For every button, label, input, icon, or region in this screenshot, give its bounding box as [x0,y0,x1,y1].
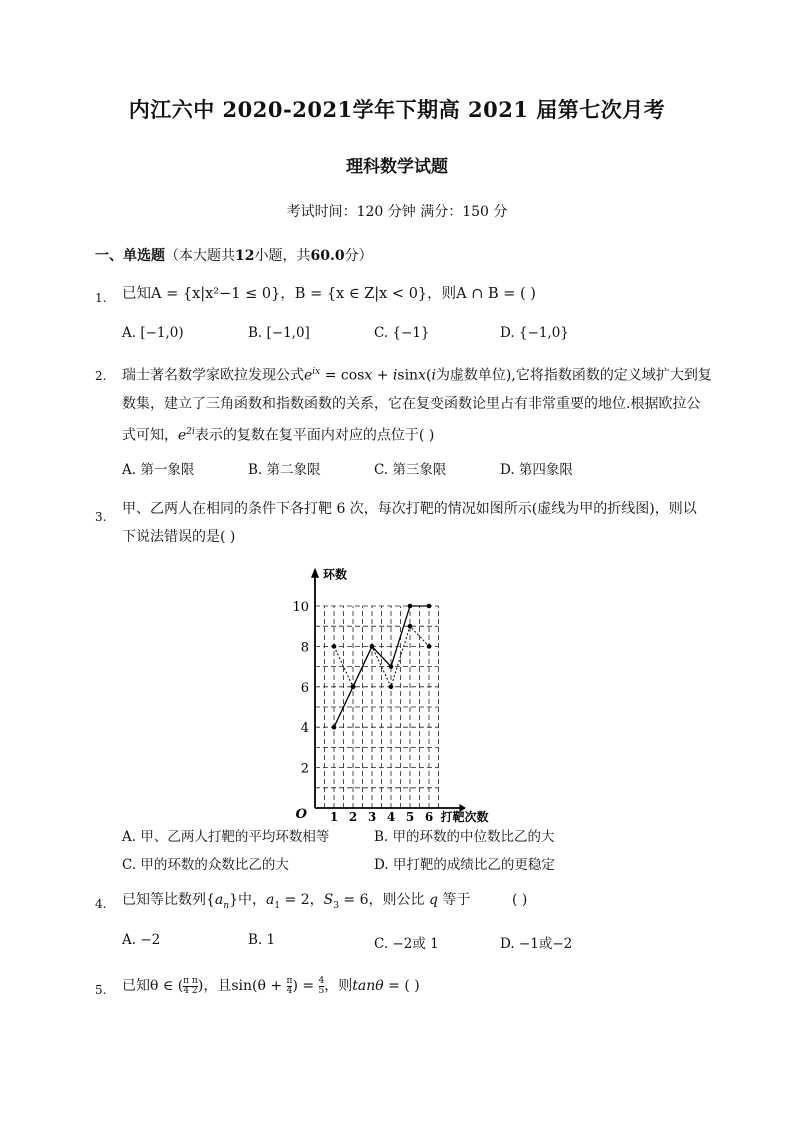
question-4-paren: ( ) [512,892,528,908]
option-d[interactable]: D. −1或−2 [500,936,573,952]
option-c[interactable]: C. −2或 1 [374,936,439,952]
option-a[interactable]: A. 第一象限 [122,462,195,478]
question-4-number: 4. [95,897,107,911]
x-tick-label: 6 [424,810,434,824]
option-b[interactable]: B. 甲的环数的中位数比乙的大 [374,829,555,845]
question-2-number: 2. [95,369,107,383]
section-note2: 小题，共 [254,248,311,264]
option-a[interactable]: A. [−1,0) [122,325,184,341]
question-3-line-2: 下说法错误的是( ) [122,529,236,545]
y-tick-label: 8 [300,640,309,656]
option-a[interactable]: A. −2 [122,932,161,948]
series-jia-point [389,685,394,690]
question-5-text: 已知θ ∈ ( $\frac{\text{π π}}{4 2}$ )，且sin(θ + $\frac{\pi}{4}$ ) = $\frac{4}{5}$ ，则tanθ = ( ) [122,975,420,996]
series-yi-point [427,604,432,609]
option-a[interactable]: A. 甲、乙两人打靶的平均环数相等 [122,829,330,845]
origin-label: O [295,807,307,822]
section-score: 60.0 [310,248,345,264]
series-yi-point [332,725,337,730]
question-3-line-1: 甲、乙两人在相同的条件下各打靶 6 次，每次打靶的情况如图所示(虚线为甲的折线图)，则以 [122,501,697,517]
question-1-number: 1. [95,291,107,305]
section-label: 一、单选题 [95,248,165,264]
series-yi-point [351,685,356,690]
exam-title: 内江六中 2020-2021学年下期高 2021 届第七次月考 [128,97,666,122]
section-count: 12 [235,248,255,264]
question-2-line-3: 式可知，$e^{2i}$表示的复数在复平面内对应的点位于( ) [122,426,435,444]
option-b[interactable]: B. [−1,0] [248,325,310,341]
section-heading [95,245,373,265]
series-yi-point [389,664,394,669]
y-tick-label: 6 [300,680,309,696]
series-jia-point [427,644,432,649]
x-tick-label: 5 [405,810,415,824]
exam-info: 考试时间：120 分钟 满分：150 分 [286,204,508,220]
series-jia-point [332,644,337,649]
x-tick-label: 1 [329,810,339,824]
question-4-text: 已知等比数列$\{a_n\}$中，$a_1 = 2$，$S_3 = 6$，则公比 q 等于 [122,892,471,911]
section-note: （本大题共 [165,248,235,264]
x-tick-label: 2 [348,810,358,824]
question-1-options [122,325,642,341]
question-2-line-1: 瑞士著名数学家欧拉发现公式$e^{ix} = \cos x + isinx(i$为虚数单位),它将指数函数的定义域扩大到复 [122,367,712,384]
option-b[interactable]: B. 1 [248,932,276,948]
exam-subtitle: 理科数学试题 [346,157,448,177]
question-2-text [122,358,712,449]
x-axis-label: 打靶次数 [440,810,489,824]
question-2-line-2: 数集，建立了三角函数和指数函数的关系，它在复变函数论里占有非常重要的地位.根据欧拉公 [122,395,701,412]
y-axis-label: 环数 [323,567,348,582]
x-tick-label: 4 [386,810,396,824]
series-jia-point [408,624,413,629]
option-d[interactable]: D. {−1,0} [500,325,569,341]
question-2-options [122,458,642,478]
section-note3: 分） [344,248,373,264]
y-tick-label: 4 [300,721,309,737]
chart-grid [315,606,439,808]
question-3-options-row-2 [122,853,642,873]
option-b[interactable]: B. 第二象限 [248,462,321,478]
y-axis-arrow [311,568,319,578]
y-tick-label: 10 [292,600,309,615]
question-4-options [122,932,642,952]
question-1-text: 已知A = {x|x²−1 ≤ 0}，B = {x ∈ Z|x < 0}，则A ∩ B = ( ) [122,286,536,302]
question-3-number: 3. [95,510,107,524]
y-tick-label: 2 [300,761,309,777]
option-c[interactable]: C. {−1} [374,325,430,341]
option-c[interactable]: C. 甲的环数的众数比乙的大 [122,857,289,873]
chart-labels [292,567,488,824]
option-d[interactable]: D. 甲打靶的成绩比乙的更稳定 [374,857,555,873]
option-c[interactable]: C. 第三象限 [374,462,447,478]
series-yi-point [408,604,413,609]
question-3-text [122,495,712,551]
question-3-options-row-1 [122,825,642,845]
series-yi-point [370,644,375,649]
option-d[interactable]: D. 第四象限 [500,462,573,478]
question-5-number: 5. [95,983,107,997]
x-tick-label: 3 [367,810,377,824]
shooting-line-chart [290,560,500,825]
